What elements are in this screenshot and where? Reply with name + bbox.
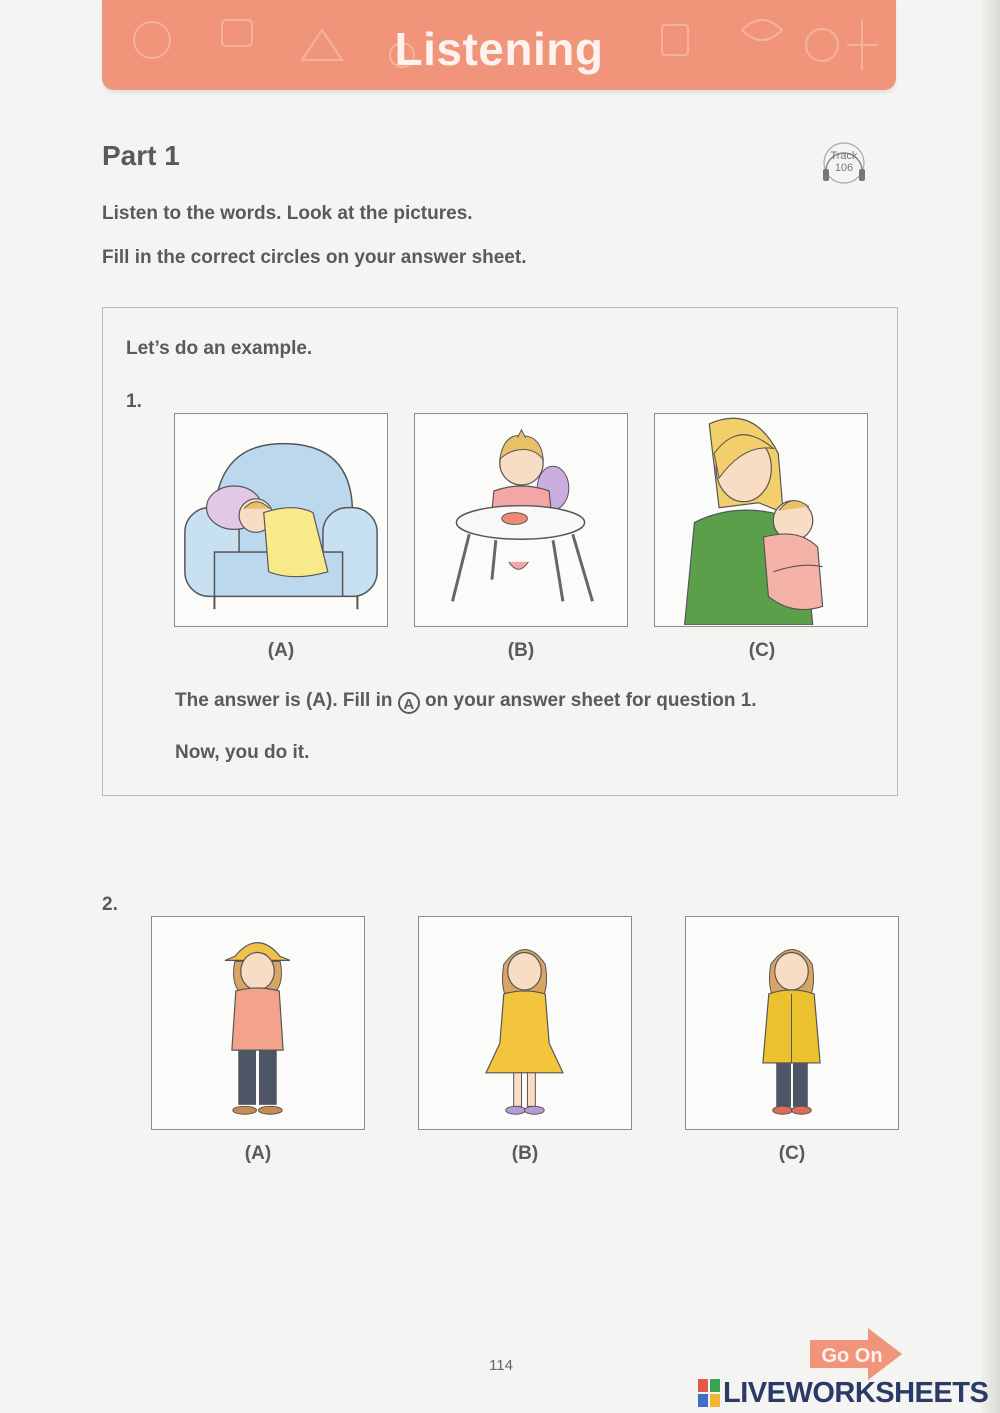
now-you-do-it: Now, you do it. [175, 742, 310, 763]
liveworksheets-text: LIVEWORKSHEETS [723, 1377, 989, 1409]
go-on-label: Go On [821, 1345, 883, 1367]
track-badge [820, 141, 868, 185]
example-picture-c[interactable] [654, 413, 868, 627]
answer-suffix: on your answer sheet for question 1. [425, 690, 757, 711]
baby-eating-illustration [415, 414, 626, 625]
answer-prefix: The answer is (A). Fill in [175, 690, 393, 711]
baby-sleeping-armchair-illustration [175, 414, 386, 625]
mother-holding-baby-illustration [655, 414, 866, 625]
liveworksheets-watermark [698, 1375, 998, 1411]
example-option-a-label: (A) [267, 640, 295, 661]
example-intro: Let’s do an example. [126, 338, 313, 359]
question-2-picture-c[interactable] [685, 916, 899, 1130]
girl-with-hat-illustration [152, 917, 363, 1128]
question-2-number: 2. [102, 894, 118, 915]
example-answer-text [175, 690, 757, 714]
example-picture-a[interactable] [174, 413, 388, 627]
question-2-picture-a[interactable] [151, 916, 365, 1130]
liveworksheets-logo-icon [698, 1379, 720, 1407]
instruction-line-2: Fill in the correct circles on your answer sheet. [102, 247, 527, 268]
instruction-line-1: Listen to the words. Look at the pictures. [102, 203, 473, 224]
question-2-option-a-label: (A) [244, 1143, 272, 1164]
question-2-picture-b[interactable] [418, 916, 632, 1130]
girl-in-coat-illustration [686, 917, 897, 1128]
question-2-option-c-label: (C) [778, 1143, 806, 1164]
track-number: 106 [834, 162, 854, 174]
girl-in-dress-illustration [419, 917, 630, 1128]
banner-title: Listening [394, 23, 604, 75]
page-number: 114 [489, 1357, 513, 1374]
question-2-option-b-label: (B) [511, 1143, 539, 1164]
example-option-b-label: (B) [507, 640, 535, 661]
section-banner [102, 0, 896, 90]
example-number: 1. [126, 391, 142, 412]
example-picture-b[interactable] [414, 413, 628, 627]
page-edge-shadow [982, 0, 1000, 1413]
part-title: Part 1 [102, 140, 180, 171]
example-option-c-label: (C) [748, 640, 776, 661]
filled-circle-a: A [398, 692, 420, 714]
track-label: Track [830, 150, 858, 162]
